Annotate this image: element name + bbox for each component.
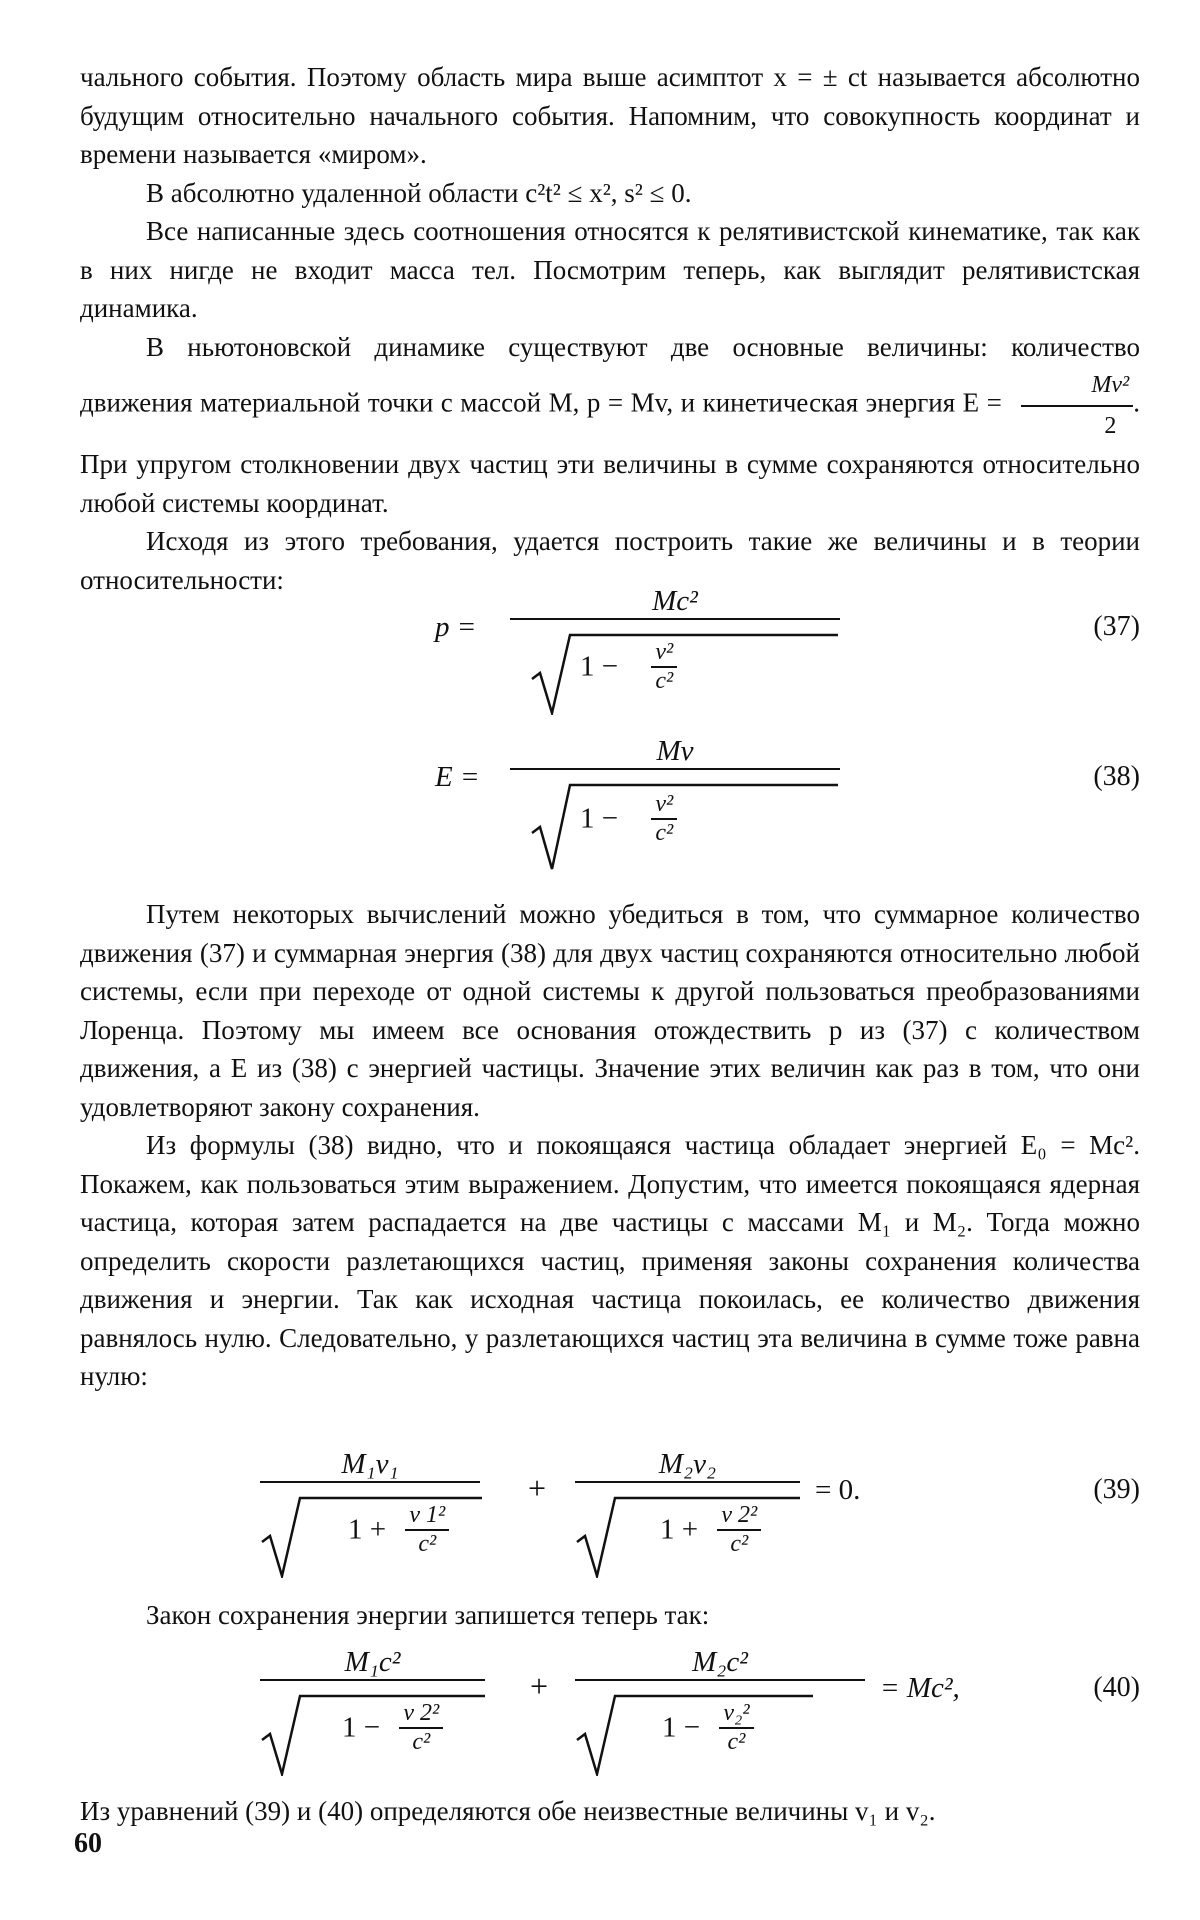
eq40-plus-sign: +	[530, 1668, 549, 1704]
eq39-term2-inner-numerator: v 2²	[721, 1502, 758, 1528]
eq39-plus-sign: +	[528, 1470, 547, 1506]
eq39-term1-inner-fraction	[405, 1502, 449, 1558]
eq39-term1-inner-numerator: v 1²	[409, 1502, 446, 1528]
eq37-inner-numerator: v²	[655, 639, 674, 665]
eq37-radicand	[580, 639, 677, 695]
eq39-term2-bar	[575, 1481, 800, 1483]
eq40-term1-bar	[260, 1679, 485, 1681]
eq40-term2-radicand	[662, 1700, 754, 1756]
equation-38	[80, 735, 1160, 875]
eq40-term2-numerator: M₂c²	[692, 1646, 748, 1678]
page-number: 60	[74, 1828, 102, 1859]
eq40-term2-inner-denominator: c²	[719, 1727, 753, 1756]
text-block-energy	[80, 1596, 1140, 1635]
eq39-term1-bar	[260, 1481, 480, 1483]
eq39-term2-one-plus: 1 +	[660, 1513, 699, 1546]
eq39-term1-inner-denominator: c²	[405, 1529, 449, 1558]
eq38-numerator: Mv	[656, 735, 694, 767]
paragraph-6: Путем некоторых вычислений можно убедиться в том, что суммарное количество движения (37) и суммарная энергия (38) для двух частиц сохраняются относительно любой системы, если при переходе от одной системы к другой пользоваться преобразованиями Лоренца. Поэтому мы имеем все основания отождествить p из (37) с количеством движения, а E из (38) с энергией частицы. Значение этих величин как раз в том, что они удовлетворяют закону сохранения.	[80, 899, 1140, 1122]
eq37-inner-denominator: c²	[651, 666, 677, 695]
eq37-fraction-bar	[510, 618, 840, 620]
eq37-inner-fraction	[651, 639, 677, 695]
kinetic-energy-fraction	[1021, 366, 1133, 445]
eq39-term1-one-plus: 1 +	[348, 1513, 387, 1546]
eq40-term2-inner-fraction	[719, 1700, 753, 1756]
paragraph-8: Закон сохранения энергии запишется теперь так:	[146, 1600, 710, 1630]
eq37-numerator: Mc²	[652, 585, 698, 617]
eq40-term1-numerator: M₁c²	[344, 1646, 401, 1678]
eq39-number: (39)	[1093, 1474, 1140, 1505]
eq40-term1-one-minus: 1 −	[342, 1711, 381, 1744]
eq38-inner-fraction	[651, 791, 677, 847]
eq40-term1-fraction	[260, 1646, 485, 1681]
eq40-term1-inner-fraction	[399, 1700, 443, 1756]
eq37-one-minus: 1 −	[580, 650, 619, 683]
paragraph-4	[80, 328, 1140, 523]
paragraph-2: В абсолютно удаленной области c²t² ≤ x², s² ≤ 0.	[146, 177, 692, 208]
eq38-radical-sign	[530, 779, 840, 871]
eq38-radicand	[580, 791, 677, 847]
eq38-fraction	[510, 735, 840, 770]
eq39-term1-fraction	[260, 1448, 480, 1483]
eq37-lhs: p =	[435, 611, 477, 643]
eq40-term2-bar	[575, 1679, 865, 1681]
text-block-middle	[80, 895, 1140, 1396]
equation-39	[80, 1448, 1160, 1578]
eq39-term2-inner-denominator: c²	[717, 1529, 761, 1558]
eq40-term1-inner-denominator: c²	[399, 1727, 443, 1756]
eq39-term2-fraction	[575, 1448, 800, 1483]
paragraph-3: Все написанные здесь соотношения относятся к релятивистской кинематике, так как в них нигде не входит масса тел. Посмотрим теперь, как выглядит релятивистская динамика.	[80, 216, 1140, 323]
kinetic-energy-numerator: Mv²	[1091, 372, 1130, 398]
eq38-one-minus: 1 −	[580, 802, 619, 835]
text-block-bottom	[80, 1792, 1140, 1831]
eq39-term2-radicand	[660, 1502, 761, 1558]
eq38-inner-numerator: v²	[655, 791, 674, 817]
eq39-term1-radicand	[348, 1502, 449, 1558]
eq40-number: (40)	[1093, 1672, 1140, 1703]
eq37-number: (37)	[1093, 611, 1140, 642]
kinetic-energy-denominator: 2	[1021, 405, 1133, 446]
paragraph-9: Из уравнений (39) и (40) определяются обе неизвестные величины v₁ и v₂.	[80, 1796, 936, 1826]
eq38-number: (38)	[1093, 761, 1140, 792]
eq37-fraction	[510, 585, 840, 620]
paragraph-7: Из формулы (38) видно, что и покоящаяся частица обладает энергией E₀ = Mc². Покажем, как пользоваться этим выражением. Допустим, что имеется покоящаяся ядерная частица, которая затем распадается на две частицы с массами M₁ и M₂. Тогда можно определить скорости разлетающихся частиц, применяя законы сохранения количества движения и энергии. Так как исходная частица покоилась, ее количество движения равнялось нулю. Следовательно, у разлетающихся частиц эта величина в сумме тоже равна нулю:	[80, 1130, 1140, 1391]
eq39-term1-numerator: M₁v₁	[341, 1448, 399, 1480]
eq38-lhs: E =	[435, 761, 480, 793]
eq40-term2-inner-numerator: v₂²	[723, 1700, 750, 1726]
equation-37	[80, 585, 1160, 715]
eq40-term1-radicand	[342, 1700, 443, 1756]
eq39-term2-inner-fraction	[717, 1502, 761, 1558]
eq40-term1-inner-numerator: v 2²	[403, 1700, 440, 1726]
paragraph-5: Исходя из этого требования, удается построить такие же величины и в теории относительности:	[80, 526, 1140, 595]
eq38-fraction-bar	[510, 768, 840, 770]
eq37-radical-sign	[530, 629, 840, 715]
eq39-rhs: = 0.	[815, 1474, 861, 1506]
eq40-term2-fraction	[575, 1646, 865, 1681]
paragraph-1: чального события. Поэтому область мира выше асимптот x = ± ct называется абсолютно будущим относительно начального события. Напомним, что совокупность координат и времени называется «миром».	[80, 62, 1140, 169]
text-block-top	[80, 58, 1140, 599]
eq40-term2-one-minus: 1 −	[662, 1711, 701, 1744]
eq40-rhs: = Mc²,	[880, 1672, 960, 1704]
eq38-inner-denominator: c²	[651, 818, 677, 847]
paragraph-4-part-a: В ньютоновской динамике существуют две основные величины: количество движения материальной точки с массой M, p = Mv, и кинетическая энергия E =	[80, 331, 1140, 418]
paragraph-4-part-b: . При упругом столкновении двух частиц эти величины в сумме сохраняются относительно любой системы координат.	[80, 387, 1140, 518]
equation-40	[80, 1646, 1160, 1776]
eq39-term2-numerator: M₂v₂	[658, 1448, 717, 1480]
